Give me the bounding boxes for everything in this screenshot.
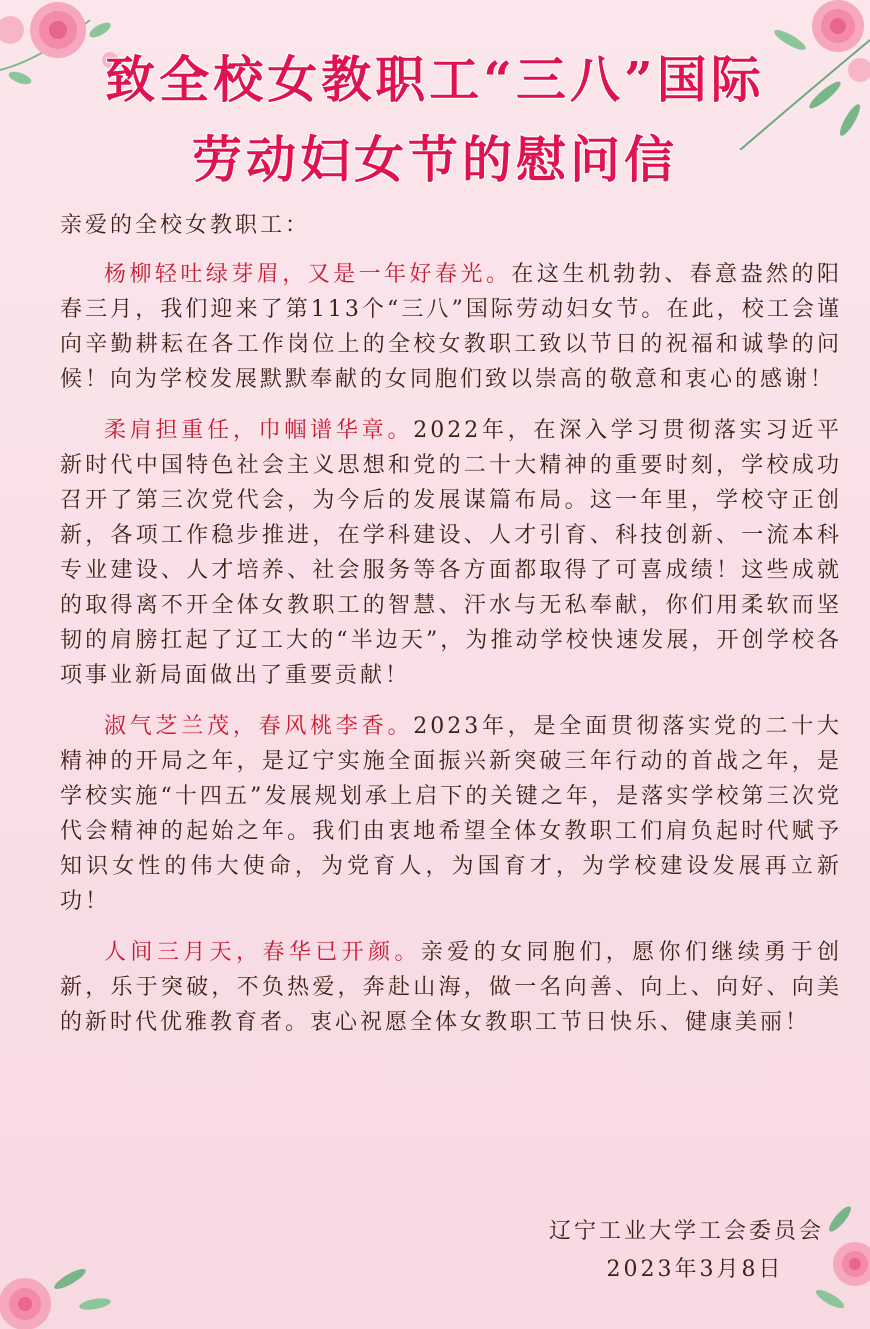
paragraph-2 <box>60 413 842 693</box>
paragraph-1-body: 在这生机勃勃、春意盎然的阳春三月，我们迎来了第113个“三八”国际劳动妇女节。在此，校工会谨向辛勤耕耘在各工作岗位上的全校女教职工致以节日的祝福和诚挚的问候！向为学校发展默默奉献的女同胞们致以崇高的敬意和衷心的感谢！ <box>60 262 842 392</box>
signature-organization: 辽宁工业大学工会委员会 <box>548 1219 824 1244</box>
paragraph-4-body: 亲爱的女同胞们，愿你们继续勇于创新，乐于突破，不负热爱，奔赴山海，做一名向善、向上、向好、向美的新时代优雅教育者。衷心祝愿全体女教职工节日快乐、健康美丽！ <box>60 940 842 1035</box>
paragraph-1-highlight: 杨柳轻吐绿芽眉，又是一年好春光。 <box>104 262 512 287</box>
paragraph-3-body: 2023年，是全面贯彻落实党的二十大精神的开局之年，是辽宁实施全面振兴新突破三年行动的首战之年，是学校实施“十四五”发展规划承上启下的关键之年，是落实学校第三次党代会精神的起始之年。我们由衷地希望全体女教职工们肩负起时代赋予知识女性的伟大使命，为党育人，为国育才，为学校建设发展再立新功！ <box>60 714 842 914</box>
peony-flower-icon <box>0 1278 51 1329</box>
letter-title-line-1: 致全校女教职工“三八”国际 <box>105 50 765 109</box>
paragraph-2-highlight: 柔肩担重任，巾帼谱华章。 <box>104 418 414 443</box>
letter-body <box>60 208 842 1056</box>
paragraph-3-highlight: 淑气芝兰茂，春风桃李香。 <box>104 714 414 739</box>
paragraph-3 <box>60 709 842 919</box>
signature-date: 2023年3月8日 <box>606 1257 784 1282</box>
bottom-left-flower-decoration <box>0 1249 120 1329</box>
greeting: 亲爱的全校女教职工： <box>60 213 311 238</box>
leaf-branch-icon <box>52 1266 112 1312</box>
signature-block <box>504 1213 824 1289</box>
letter-title-line-2: 劳动妇女节的慰问信 <box>192 130 678 189</box>
paragraph-2-body: 2022年，在深入学习贯彻落实习近平新时代中国特色社会主义思想和党的二十大精神的重要时刻，学校成功召开了第三次党代会，为今后的发展谋篇布局。这一年里，学校守正创新，各项工作稳步推进，在学科建设、人才引育、科技创新、一流本科专业建设、人才培养、社会服务等各方面都取得了可喜成绩！这些成就的取得离不开全体女教职工的智慧、汗水与无私奉献，你们用柔软而坚韧的肩膀扛起了辽工大的“半边天”，为推动学校快速发展，开创学校各项事业新局面做出了重要贡献！ <box>60 418 842 688</box>
paragraph-4 <box>60 935 842 1040</box>
paragraph-1 <box>60 257 842 397</box>
paragraph-4-highlight: 人间三月天，春华已开颜。 <box>104 940 421 965</box>
peony-flower-icon <box>833 1242 870 1286</box>
